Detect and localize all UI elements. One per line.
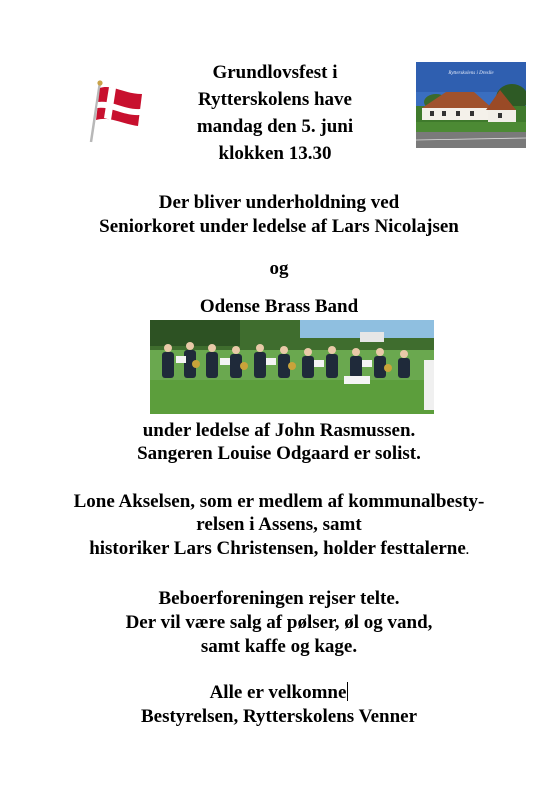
soloist-line: Sangeren Louise Odgaard er solist. — [137, 443, 421, 464]
band-name: Odense Brass Band — [199, 296, 359, 317]
heading-line-3: mandag den 5. juni — [196, 116, 354, 137]
band-conductor-line: under ledelse af John Rasmussen. — [142, 420, 416, 441]
rytterskolen-house-photo — [416, 62, 526, 148]
speakers-line-3-period: . — [465, 543, 469, 557]
text-cursor — [347, 682, 348, 701]
food-line-1: Beboerforeningen rejser telte. — [158, 588, 400, 609]
food-line-2: Der vil være salg af pølser, øl og vand, — [125, 612, 433, 633]
house-caption: Rytterskolens i Dreslle — [448, 71, 494, 76]
signature-line: Bestyrelsen, Rytterskolens Venner — [140, 706, 418, 727]
heading-line-1: Grundlovsfest i — [212, 62, 338, 83]
brass-band-photo — [150, 320, 434, 414]
food-line-3: samt kaffe og kage. — [200, 636, 358, 657]
heading-line-2: Rytterskolens have — [198, 89, 352, 110]
speakers-line-3: historiker Lars Christensen, holder festtalerne. — [89, 538, 469, 559]
danish-flag-image — [86, 80, 146, 146]
speakers-line-2: relsen i Assens, samt — [196, 514, 362, 535]
entertainment-line-2: Seniorkoret under ledelse af Lars Nicolajsen — [99, 216, 459, 237]
speakers-line-1: Lone Akselsen, som er medlem af kommunalbesty- — [73, 491, 485, 512]
and-text: og — [269, 258, 289, 279]
heading-line-4: klokken 13.30 — [218, 143, 332, 164]
welcome-line: Alle er velkomne — [209, 682, 347, 703]
entertainment-line-1: Der bliver underholdning ved — [158, 192, 400, 213]
